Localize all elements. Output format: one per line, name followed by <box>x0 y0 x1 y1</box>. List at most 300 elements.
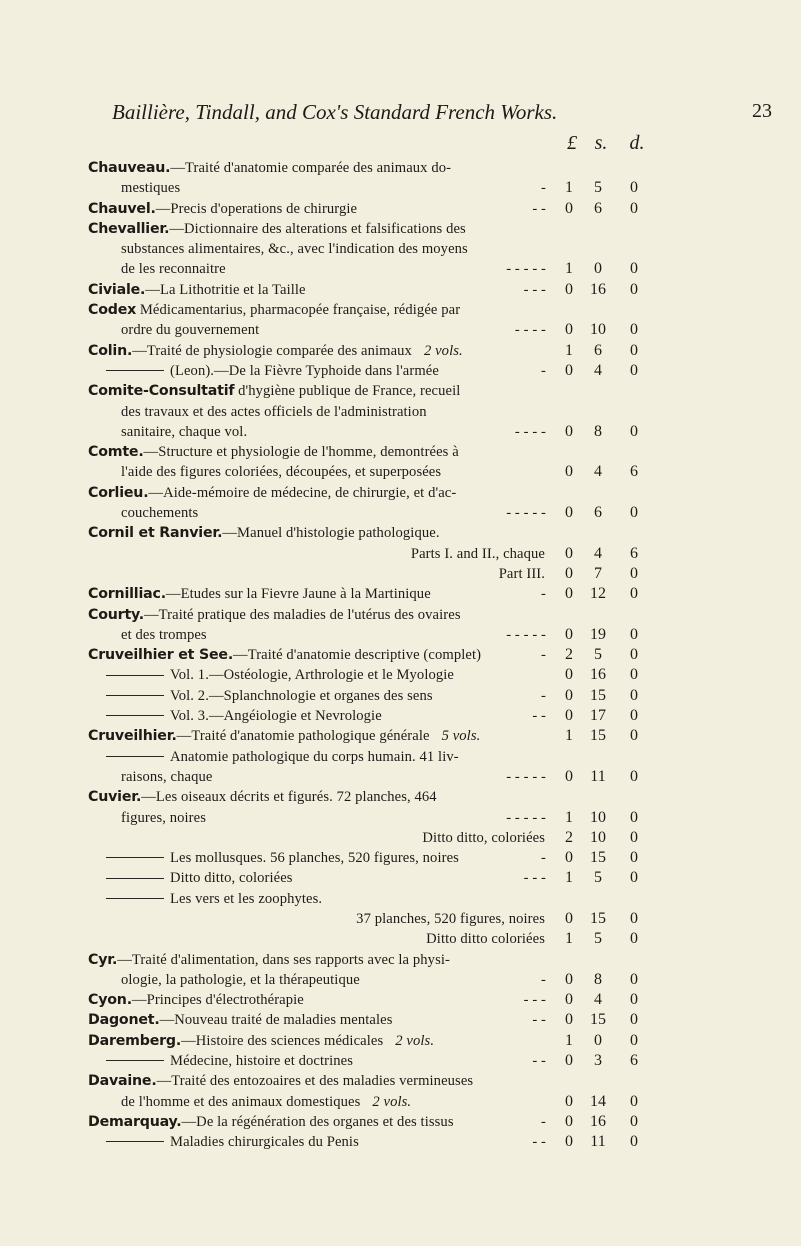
price-pence: 0 <box>630 828 638 846</box>
dot-leader: - - <box>532 1053 546 1070</box>
price-pence: 0 <box>630 1133 638 1151</box>
title-text: et des trompes <box>121 626 207 643</box>
page-number: 23 <box>752 100 772 122</box>
author-name: Cyr. <box>88 951 118 968</box>
dot-leader: - - - - - <box>506 768 546 785</box>
price-shillings: 0 <box>594 260 602 278</box>
price-pounds: 0 <box>565 991 573 1009</box>
entry-text <box>121 178 180 198</box>
title-text: ordre du gouvernement <box>121 322 260 339</box>
price-shillings: 15 <box>590 1011 606 1029</box>
price-shillings: 6 <box>594 199 602 217</box>
title-text: —Les oiseaux décrits et figurés. 72 planches, 464 <box>141 789 437 806</box>
entry-line <box>0 1071 801 1091</box>
price-list <box>0 158 801 1153</box>
price-pence: 0 <box>630 361 638 379</box>
price-pence: 0 <box>630 767 638 785</box>
price-shillings: 15 <box>590 686 606 704</box>
title-text: mestiques <box>121 180 181 197</box>
dot-leader: - - - - - <box>506 626 546 643</box>
entry-line <box>0 584 801 604</box>
dot-leader: - - <box>532 1012 546 1029</box>
title-text: —Histoire des sciences médicales <box>181 1032 384 1049</box>
price-pounds: 0 <box>565 504 573 522</box>
entry-line <box>0 320 801 340</box>
dot-leader: - <box>541 687 546 704</box>
entry-line <box>0 889 801 909</box>
entry-line <box>0 645 801 665</box>
price-shillings: 5 <box>594 646 602 664</box>
entry-line <box>0 1010 801 1030</box>
price-shillings: 10 <box>590 321 606 339</box>
entry-text <box>88 1071 473 1091</box>
entry-text <box>88 158 451 178</box>
entry-text <box>121 625 207 645</box>
title-text: de les reconnaitre <box>121 261 226 278</box>
price-shillings: 4 <box>594 361 602 379</box>
title-text: —Traité pratique des maladies de l'utérus des ovaires <box>143 606 461 623</box>
price-shillings: 6 <box>594 341 602 359</box>
price-shillings: 15 <box>590 849 606 867</box>
price-shillings: 16 <box>590 666 606 684</box>
price-pence: 0 <box>630 727 638 745</box>
price-pounds: 0 <box>565 585 573 603</box>
entry-text <box>100 544 545 564</box>
entry-text <box>121 422 247 442</box>
price-pence: 0 <box>630 504 638 522</box>
entry-text <box>121 259 226 279</box>
title-text: couchements <box>121 505 199 522</box>
entry-text <box>88 483 456 503</box>
author-name: Cornil et Ranvier. <box>88 525 223 542</box>
entry-line <box>0 868 801 888</box>
title-text: Anatomie pathologique du corps humain. 41 liv- <box>170 748 459 765</box>
title-text: —Manuel d'histologie pathologique. <box>222 525 440 542</box>
author-name: Daremberg. <box>88 1032 182 1049</box>
author-name: Dagonet. <box>88 1012 160 1029</box>
title-text: figures, noires <box>121 809 206 826</box>
author-name: Demarquay. <box>88 1113 182 1130</box>
title-text: substances alimentaires, &c., avec l'indication des moyens <box>121 241 468 258</box>
author-name: Chauveau. <box>88 160 171 176</box>
entry-text <box>88 889 322 909</box>
price-pence: 0 <box>630 970 638 988</box>
title-text: —Traité d'anatomie descriptive (complet) <box>233 647 482 664</box>
author-name: Comite-Consultatif <box>88 383 235 400</box>
price-shillings: 10 <box>590 808 606 826</box>
price-pounds: 0 <box>565 686 573 704</box>
volume-count: 2 vols. <box>372 1093 412 1110</box>
ditto-dash <box>106 1141 164 1142</box>
price-pence: 0 <box>630 991 638 1009</box>
price-pence: 0 <box>630 707 638 725</box>
dot-leader: - <box>541 362 546 379</box>
author-name: Courty. <box>88 606 144 623</box>
entry-line <box>0 422 801 442</box>
entry-line <box>0 158 801 178</box>
column-head-pounds: £ <box>567 132 577 154</box>
price-pence: 6 <box>630 1052 638 1070</box>
entry-line <box>0 726 801 746</box>
price-pounds: 1 <box>565 727 573 745</box>
price-pence: 0 <box>630 808 638 826</box>
entry-text <box>100 828 545 848</box>
price-pence: 0 <box>630 179 638 197</box>
entry-line <box>0 1051 801 1071</box>
entry-text <box>121 462 441 482</box>
price-shillings: 15 <box>590 909 606 927</box>
dot-leader: - <box>541 180 546 197</box>
price-shillings: 0 <box>594 1031 602 1049</box>
entry-line <box>0 828 801 848</box>
price-pence: 0 <box>630 1112 638 1130</box>
title-text: des travaux et des actes officiels de l'administration <box>121 403 427 420</box>
entry-text <box>100 909 545 929</box>
entry-line <box>0 747 801 767</box>
price-pence: 0 <box>630 930 638 948</box>
price-pounds: 1 <box>565 808 573 826</box>
entry-line <box>0 483 801 503</box>
price-pence: 0 <box>630 564 638 582</box>
price-pence: 0 <box>630 646 638 664</box>
price-pence: 0 <box>630 625 638 643</box>
entry-text <box>88 787 437 807</box>
price-shillings: 4 <box>594 463 602 481</box>
price-pounds: 2 <box>565 828 573 846</box>
title-text: Vol. 3.—Angéiologie et Nevrologie <box>170 708 382 725</box>
author-name: Chauvel. <box>88 200 156 217</box>
price-pounds: 0 <box>565 707 573 725</box>
price-shillings: 8 <box>594 422 602 440</box>
entry-line <box>0 523 801 543</box>
price-pounds: 0 <box>565 1011 573 1029</box>
title-text: Part III. <box>498 565 545 582</box>
entry-line <box>0 259 801 279</box>
title-text: Les mollusques. 56 planches, 520 figures, noires <box>170 850 459 867</box>
price-pounds: 0 <box>565 1052 573 1070</box>
price-shillings: 8 <box>594 970 602 988</box>
price-pounds: 0 <box>565 970 573 988</box>
title-text: —Precis d'operations de chirurgie <box>155 200 358 217</box>
entry-text <box>121 503 198 523</box>
entry-line <box>0 665 801 685</box>
price-shillings: 14 <box>590 1092 606 1110</box>
price-shillings: 4 <box>594 991 602 1009</box>
entry-text <box>88 523 440 543</box>
author-name: Cruveilhier et See. <box>88 647 234 664</box>
price-pounds: 0 <box>565 199 573 217</box>
volume-count: 5 vols. <box>441 728 481 745</box>
volume-count: 2 vols. <box>395 1032 435 1049</box>
ditto-dash <box>106 715 164 716</box>
entry-text <box>121 402 427 422</box>
title-text: Vol. 2.—Splanchnologie et organes des sens <box>170 687 433 704</box>
price-pounds: 1 <box>565 260 573 278</box>
price-pounds: 0 <box>565 361 573 379</box>
price-shillings: 19 <box>590 625 606 643</box>
title-text: —Traité de physiologie comparée des animaux <box>132 342 412 359</box>
title-text: Ditto ditto, coloriées <box>422 829 545 846</box>
price-pence: 6 <box>630 544 638 562</box>
entry-line <box>0 178 801 198</box>
dot-leader: - - - - - <box>506 505 546 522</box>
author-name: Cyon. <box>88 992 132 1009</box>
title-text: —Traité d'alimentation, dans ses rapports avec la physi- <box>117 951 450 968</box>
entry-line <box>0 605 801 625</box>
price-pence: 0 <box>630 666 638 684</box>
entry-line <box>0 787 801 807</box>
price-pounds: 1 <box>565 1031 573 1049</box>
price-shillings: 10 <box>590 828 606 846</box>
price-pounds: 0 <box>565 767 573 785</box>
price-pence: 0 <box>630 869 638 887</box>
price-pounds: 0 <box>565 544 573 562</box>
entry-line <box>0 462 801 482</box>
entry-text <box>88 381 460 401</box>
entry-text <box>88 868 293 888</box>
ditto-dash <box>106 675 164 676</box>
entry-line <box>0 1092 801 1112</box>
running-title: Baillière, Tindall, and Cox's Standard French Works. <box>112 100 558 124</box>
column-head-pence: d. <box>629 132 645 154</box>
price-shillings: 7 <box>594 564 602 582</box>
dot-leader: - - - - - <box>506 261 546 278</box>
price-pence: 0 <box>630 1031 638 1049</box>
entry-line <box>0 199 801 219</box>
price-pence: 0 <box>630 849 638 867</box>
dot-leader: - - - - <box>514 423 546 440</box>
author-name: Chevallier. <box>88 220 170 237</box>
entry-line <box>0 402 801 422</box>
entry-line <box>0 970 801 990</box>
entry-line <box>0 848 801 868</box>
price-pounds: 0 <box>565 849 573 867</box>
entry-text <box>121 808 206 828</box>
price-pounds: 0 <box>565 1133 573 1151</box>
title-text: —De la régénération des organes et des tissus <box>181 1113 454 1130</box>
entry-line <box>0 909 801 929</box>
price-pounds: 1 <box>565 930 573 948</box>
entry-line <box>0 1031 801 1051</box>
title-text: d'hygiène publique de France, recueil <box>234 383 461 400</box>
title-text: Maladies chirurgicales du Penis <box>170 1134 359 1151</box>
price-shillings: 4 <box>594 544 602 562</box>
author-name: Corlieu. <box>88 484 149 501</box>
entry-line <box>0 381 801 401</box>
entry-line <box>0 341 801 361</box>
ditto-dash <box>106 898 164 899</box>
price-pence: 0 <box>630 260 638 278</box>
title-text: —Nouveau traité de maladies mentales <box>159 1012 393 1029</box>
entry-line <box>0 950 801 970</box>
dot-leader: - - - - <box>514 322 546 339</box>
entry-line <box>0 1112 801 1132</box>
price-pounds: 2 <box>565 646 573 664</box>
entry-text <box>100 564 545 584</box>
ditto-dash <box>106 878 164 879</box>
price-pence: 0 <box>630 686 638 704</box>
title-text: —Etudes sur la Fievre Jaune à la Martinique <box>165 586 431 603</box>
title-text: —Principes d'électrothérapie <box>131 992 304 1009</box>
entry-line <box>0 544 801 564</box>
title-text: Médecine, histoire et doctrines <box>170 1053 354 1070</box>
author-name: Comte. <box>88 444 144 461</box>
price-pence: 0 <box>630 422 638 440</box>
price-pounds: 0 <box>565 280 573 298</box>
title-text: Vol. 1.—Ostéologie, Arthrologie et le Myologie <box>170 667 455 684</box>
running-header <box>0 100 801 130</box>
entry-text <box>121 767 212 787</box>
title-text: —Traité d'anatomie pathologique générale <box>176 728 430 745</box>
entry-text <box>88 341 463 361</box>
title-text: Ditto ditto, coloriées <box>170 870 293 887</box>
entry-line <box>0 686 801 706</box>
column-head-shillings: s. <box>594 132 608 154</box>
price-shillings: 5 <box>594 179 602 197</box>
entry-text <box>88 950 450 970</box>
title-text: Les vers et les zoophytes. <box>170 890 323 907</box>
price-pounds: 1 <box>565 341 573 359</box>
author-name: Cuvier. <box>88 789 142 806</box>
dot-leader: - - <box>532 1134 546 1151</box>
price-shillings: 11 <box>590 767 606 785</box>
price-shillings: 6 <box>594 504 602 522</box>
price-pounds: 0 <box>565 463 573 481</box>
author-name: Colin. <box>88 342 133 359</box>
dot-leader: - <box>541 971 546 988</box>
price-shillings: 16 <box>590 1112 606 1130</box>
author-name: Davaine. <box>88 1073 157 1090</box>
entry-text <box>100 929 545 949</box>
entry-line <box>0 219 801 239</box>
title-text: —Dictionnaire des alterations et falsifications des <box>169 220 466 237</box>
entry-line <box>0 564 801 584</box>
price-pounds: 0 <box>565 321 573 339</box>
dot-leader: - <box>541 586 546 603</box>
price-pounds: 1 <box>565 869 573 887</box>
price-pence: 6 <box>630 463 638 481</box>
price-pounds: 0 <box>565 1112 573 1130</box>
title-text: raisons, chaque <box>121 768 213 785</box>
ditto-dash <box>106 857 164 858</box>
entry-line <box>0 808 801 828</box>
title-text: ologie, la pathologie, et la thérapeutique <box>121 971 360 988</box>
dot-leader: - - - <box>523 870 546 887</box>
price-pounds: 1 <box>565 179 573 197</box>
title-text: —La Lithotritie et la Taille <box>145 281 306 298</box>
dot-leader: - <box>541 647 546 664</box>
entry-text <box>88 300 460 320</box>
price-pounds: 0 <box>565 564 573 582</box>
entry-line <box>0 625 801 645</box>
author-name: Codex <box>88 302 137 319</box>
title-text: Ditto ditto coloriées <box>426 931 545 948</box>
entry-text <box>88 442 459 462</box>
price-shillings: 17 <box>590 707 606 725</box>
dot-leader: - - - - - <box>506 809 546 826</box>
entry-line <box>0 706 801 726</box>
entry-text <box>88 1031 434 1051</box>
dot-leader: - <box>541 1113 546 1130</box>
title-text: —Structure et physiologie de l'homme, demontrées à <box>143 444 459 461</box>
dot-leader: - - - <box>523 992 546 1009</box>
title-text: sanitaire, chaque vol. <box>121 423 248 440</box>
entry-line <box>0 442 801 462</box>
price-pounds: 0 <box>565 666 573 684</box>
entry-text <box>88 990 304 1010</box>
entry-text <box>121 239 468 259</box>
title-text: —Aide-mémoire de médecine, de chirurgie, et d'ac- <box>148 484 457 501</box>
dot-leader: - - <box>532 200 546 217</box>
price-pence: 0 <box>630 341 638 359</box>
ditto-dash <box>106 1060 164 1061</box>
price-pence: 0 <box>630 321 638 339</box>
price-shillings: 15 <box>590 727 606 745</box>
price-shillings: 12 <box>590 585 606 603</box>
title-text: de l'homme et des animaux domestiques <box>121 1093 361 1110</box>
entry-line <box>0 503 801 523</box>
title-text: l'aide des figures coloriées, découpées, et superposées <box>121 464 442 481</box>
price-shillings: 5 <box>594 869 602 887</box>
volume-count: 2 vols. <box>423 342 463 359</box>
title-text: (Leon).—De la Fièvre Typhoide dans l'armée <box>170 362 439 379</box>
dot-leader: - <box>541 850 546 867</box>
entry-text <box>88 665 454 685</box>
entry-line <box>0 361 801 381</box>
entry-text <box>88 280 306 300</box>
title-text: Parts I. and II., chaque <box>410 545 545 562</box>
entry-text <box>88 726 480 746</box>
entry-line <box>0 990 801 1010</box>
price-pence: 0 <box>630 585 638 603</box>
price-pence: 0 <box>630 199 638 217</box>
entry-text <box>121 320 259 340</box>
price-pounds: 0 <box>565 422 573 440</box>
ditto-dash <box>106 756 164 757</box>
entry-line <box>0 1132 801 1152</box>
title-text: 37 planches, 520 figures, noires <box>356 910 545 927</box>
price-pounds: 0 <box>565 1092 573 1110</box>
ditto-dash <box>106 695 164 696</box>
price-pence: 0 <box>630 1092 638 1110</box>
price-shillings: 3 <box>594 1052 602 1070</box>
dot-leader: - - - <box>523 281 546 298</box>
entry-line <box>0 929 801 949</box>
price-pence: 0 <box>630 280 638 298</box>
entry-text <box>88 219 466 239</box>
price-pounds: 0 <box>565 625 573 643</box>
author-name: Civiale. <box>88 281 146 298</box>
ditto-dash <box>106 370 164 371</box>
entry-line <box>0 239 801 259</box>
title-text: —Traité des entozoaires et des maladies vermineuses <box>156 1073 474 1090</box>
price-shillings: 5 <box>594 930 602 948</box>
price-pence: 0 <box>630 1011 638 1029</box>
entry-line <box>0 300 801 320</box>
entry-line <box>0 280 801 300</box>
title-text: —Traité d'anatomie comparée des animaux do- <box>170 160 452 176</box>
price-pounds: 0 <box>565 909 573 927</box>
entry-text <box>88 605 461 625</box>
author-name: Cornilliac. <box>88 586 166 603</box>
author-name: Cruveilhier. <box>88 728 177 745</box>
price-pence: 0 <box>630 909 638 927</box>
entry-text <box>121 1092 411 1112</box>
entry-line <box>0 767 801 787</box>
price-shillings: 11 <box>590 1133 606 1151</box>
dot-leader: - - <box>532 708 546 725</box>
title-text: Médicamentarius, pharmacopée française, rédigée par <box>136 302 461 319</box>
